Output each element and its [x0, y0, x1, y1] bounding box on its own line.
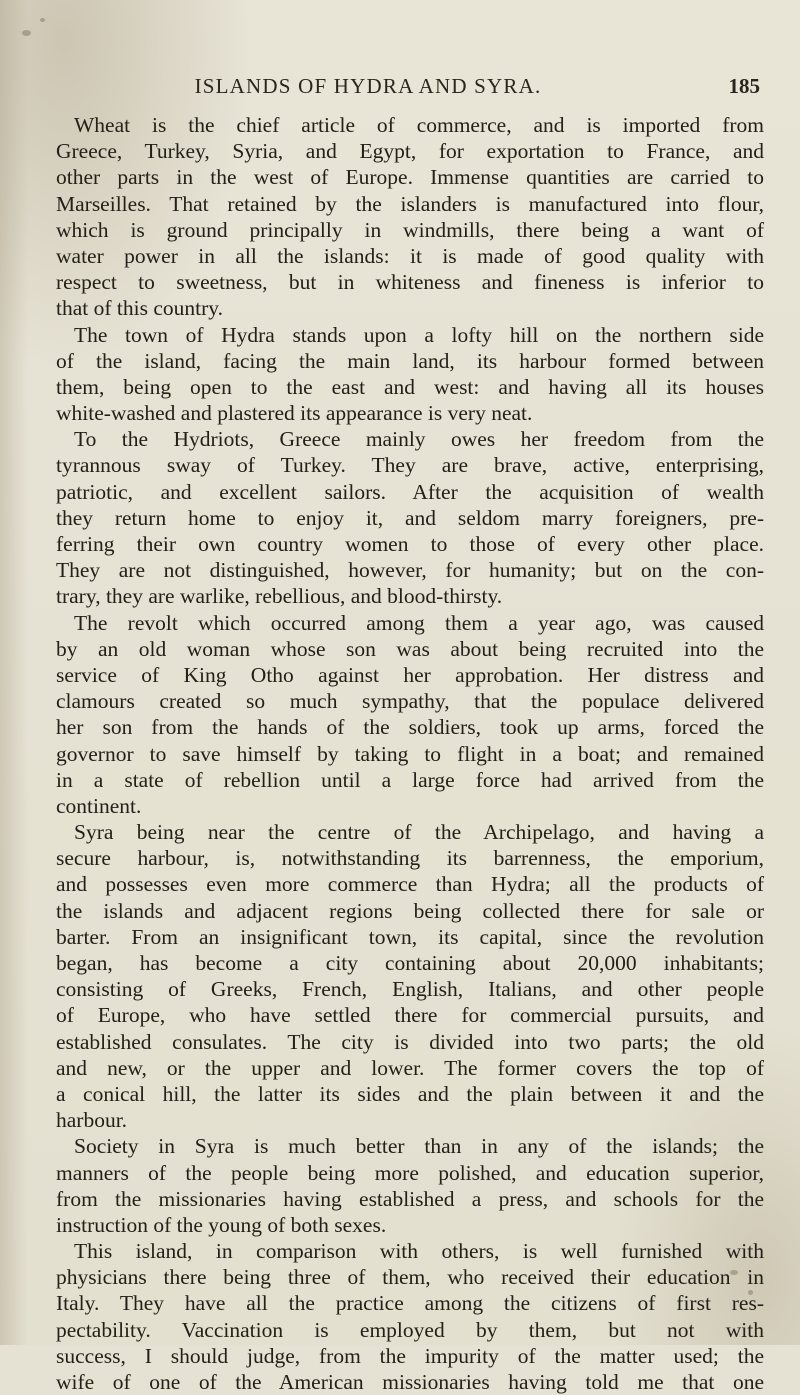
text-line: Wheat is the chief article of commerce, and is imported from — [74, 113, 764, 137]
text-line: and possesses even more commerce than Hydra; all the products of — [56, 872, 764, 897]
text-line: Syra being near the centre of the Archipelago, and having a — [74, 820, 764, 845]
running-header — [60, 74, 760, 104]
text-line: the islands and adjacent regions being collected there for sale or — [56, 898, 764, 923]
text-line: consisting of Greeks, French, English, Italians, and other people — [56, 977, 764, 1002]
text-line: Marseilles. That retained by the islanders is manufactured into flour, — [56, 191, 764, 216]
paper-blemish — [40, 18, 45, 22]
text-line: To the Hydriots, Greece mainly owes her freedom from the — [74, 427, 764, 452]
text-line: Society in Syra is much better than in any of the islands; the — [74, 1134, 764, 1159]
text-line: barter. From an insignificant town, its capital, since the revolution — [56, 924, 764, 949]
text-line: manners of the people being more polished, and education superior, — [56, 1160, 764, 1185]
text-line: from the missionaries having established a press, and schools for the — [56, 1186, 764, 1211]
text-line: pectability. Vaccination is employed by them, but not with — [56, 1317, 764, 1342]
text-line: of the island, facing the main land, its harbour formed between — [56, 348, 764, 373]
text-line: by an old woman whose son was about being recruited into the — [56, 636, 764, 661]
paper-blemish — [22, 30, 31, 36]
body-text — [56, 112, 764, 1395]
running-title: ISLANDS OF HYDRA AND SYRA. — [194, 74, 542, 98]
text-line: continent. — [56, 793, 142, 818]
text-line: trary, they are warlike, rebellious, and blood-thirsty. — [56, 584, 503, 609]
text-line: wife of one of the American missionaries having told me that one — [56, 1370, 764, 1394]
text-line: they return home to enjoy it, and seldom marry foreigners, pre- — [56, 505, 764, 530]
text-line: established consulates. The city is divided into two parts; the old — [56, 1029, 764, 1054]
page-edge-shadow — [0, 0, 28, 1345]
text-line: other parts in the west of Europe. Immense quantities are carried to — [56, 165, 764, 190]
text-line: ferring their own country women to those of every other place. — [56, 532, 764, 556]
text-line: physicians there being three of them, who received their education in — [56, 1265, 764, 1290]
text-line: her son from the hands of the soldiers, took up arms, forced the — [56, 715, 764, 740]
text-line: respect to sweetness, but in whiteness and fineness is inferior to — [56, 270, 764, 295]
text-line: This island, in comparison with others, is well furnished with — [74, 1239, 764, 1264]
text-line: began, has become a city containing about 20,000 inhabitants; — [56, 951, 764, 975]
page-number: 185 — [728, 74, 760, 98]
text-line: water power in all the islands: it is made of good quality with — [56, 243, 764, 268]
text-line: in a state of rebellion until a large force had arrived from the — [56, 767, 764, 792]
text-line: Italy. They have all the practice among the citizens of first res- — [56, 1291, 764, 1316]
text-line: them, being open to the east and west: and having all its houses — [56, 374, 764, 399]
text-line: of Europe, who have settled there for commercial pursuits, and — [56, 1003, 764, 1028]
text-line: tyrannous sway of Turkey. They are brave, active, enterprising, — [56, 453, 764, 478]
text-line: secure harbour, is, notwithstanding its barrenness, the emporium, — [56, 846, 764, 871]
text-line: governor to save himself by taking to flight in a boat; and remained — [56, 741, 764, 766]
text-line: instruction of the young of both sexes. — [56, 1212, 387, 1237]
text-line: clamours created so much sympathy, that the populace delivered — [56, 689, 764, 714]
text-line: that of this country. — [56, 296, 223, 321]
text-line: Greece, Turkey, Syria, and Egypt, for exportation to France, and — [56, 139, 764, 164]
text-line: patriotic, and excellent sailors. After the acquisition of wealth — [56, 479, 764, 504]
text-line: a conical hill, the latter its sides and the plain between it and the — [56, 1081, 764, 1106]
text-line: and new, or the upper and lower. The former covers the top of — [56, 1055, 764, 1080]
text-line: harbour. — [56, 1108, 128, 1133]
text-line: They are not distinguished, however, for humanity; but on the con- — [56, 558, 764, 583]
text-line: service of King Otho against her approbation. Her distress and — [56, 662, 764, 687]
text-line: The town of Hydra stands upon a lofty hill on the northern side — [74, 322, 764, 347]
text-line: white-washed and plastered its appearance is very neat. — [56, 401, 533, 426]
text-line: success, I should judge, from the impurity of the matter used; the — [56, 1343, 764, 1368]
text-line: which is ground principally in windmills, there being a want of — [56, 217, 764, 242]
text-line: The revolt which occurred among them a year ago, was caused — [74, 610, 764, 635]
